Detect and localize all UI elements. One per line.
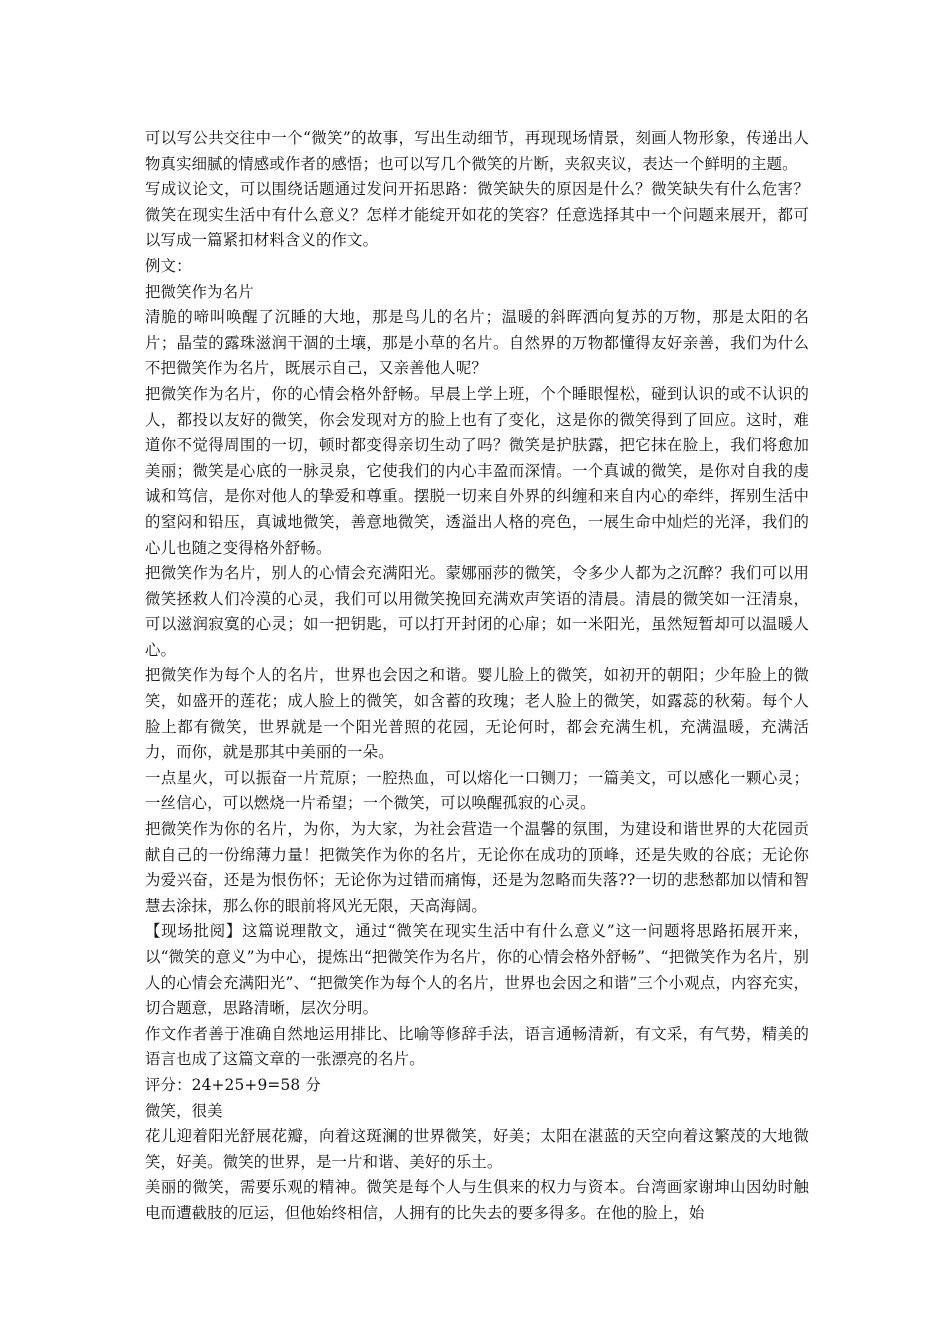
essay-paragraph: 一点星火，可以振奋一片荒原；一腔热血，可以熔化一口铡刀；一篇美文，可以感化一颗心灵；一丝信心，可以燃烧一片希望；一个微笑，可以唤醒孤寂的心灵。 bbox=[145, 768, 809, 813]
review-paragraph: 作文作者善于准确自然地运用排比、比喻等修辞手法，语言通畅清新，有文采，有气势，精美的语言也成了这篇文章的一张漂亮的名片。 bbox=[145, 1024, 809, 1069]
essay-paragraph: 清脆的啼叫唤醒了沉睡的大地，那是鸟儿的名片；温暖的斜晖洒向复苏的万物，那是太阳的名片；晶莹的露珠滋润干涸的土壤，那是小草的名片。自然界的万物都懂得友好亲善，我们为什么不把微笑作为名片，既展示自己，又亲善他人呢？ bbox=[145, 308, 809, 378]
essay-paragraph: 把微笑作为你的名片，为你，为大家，为社会营造一个温馨的氛围，为建设和谐世界的大花园贡献自己的一份绵薄力量！把微笑作为你的名片，无论你在成功的顶峰，还是失败的谷底；无论你为爱兴奋，还是为恨伤怀；无论你为过错而痛悔，还是为忽略而失落??一切的悲愁都加以情和智慧去涂抹，那么你的眼前将风光无限，天高海阔。 bbox=[145, 820, 809, 915]
example-label: 例文： bbox=[145, 256, 192, 275]
argument-paragraph: 写成议论文，可以围绕话题通过发问开拓思路：微笑缺失的原因是什么？微笑缺失有什么危害？微笑在现实生活中有什么意义？怎样才能绽开如花的笑容？任意选择其中一个问题来展开，都可以写成一篇紧扣材料含义的作文。 bbox=[145, 180, 809, 250]
review-paragraph: 【现场批阅】这篇说理散文，通过“微笑在现实生活中有什么意义”这一问题将思路拓展开来，以“微笑的意义”为中心，提炼出“把微笑作为名片，你的心情会格外舒畅”、“把微笑作为名片，别人的心情会充满阳光”、“把微笑作为每个人的名片，世界也会因之和谐”三个小观点，内容充实，切合题意，思路清晰，层次分明。 bbox=[145, 922, 809, 1018]
score-line: 评分：24+25+9=58 分 bbox=[145, 1075, 321, 1094]
essay-paragraph: 把微笑作为名片，你的心情会格外舒畅。早晨上学上班，个个睡眼惺松，碰到认识的或不认识的人，都投以友好的微笑，你会发现对方的脸上也有了变化，这是你的微笑得到了回应。这时，难道你不觉得周围的一切，顿时都变得亲切生动了吗？微笑是护肤露，把它抹在脸上，我们将愈加美丽；微笑是心底的一脉灵泉，它使我们的内心丰盈而深情。一个真诚的微笑，是你对自我的虔诚和笃信，是你对他人的挚爱和尊重。摆脱一切来自外界的纠缠和来自内心的牵绊，挥别生活中的窒闷和铅压，真诚地微笑，善意地微笑，透溢出人格的亮色，一展生命中灿烂的光泽，我们的心儿也随之变得格外舒畅。 bbox=[145, 384, 809, 557]
essay-paragraph: 花儿迎着阳光舒展花瓣，向着这斑澜的世界微笑，好美；太阳在湛蓝的天空向着这繁茂的大地微笑，好美。微笑的世界，是一片和谐、美好的乐土。 bbox=[145, 1127, 809, 1171]
essay-title: 微笑，很美 bbox=[145, 1101, 223, 1120]
intro-paragraph: 可以写公共交往中一个“微笑”的故事，写出生动细节，再现现场情景，刻画人物形象，传递出人物真实细腻的情感或作者的感悟；也可以写几个微笑的片断，夹叙夹议，表达一个鲜明的主题。 bbox=[145, 129, 809, 173]
essay-paragraph: 把微笑作为每个人的名片，世界也会因之和谐。婴儿脸上的微笑，如初开的朝阳；少年脸上的微笑，如盛开的莲花；成人脸上的微笑，如含蓄的玫瑰；老人脸上的微笑，如露蕊的秋菊。每个人脸上都有微笑，世界就是一个阳光普照的花园，无论何时，都会充满生机，充满温暖，充满活力，而你，就是那其中美丽的一朵。 bbox=[145, 666, 809, 762]
document-body bbox=[145, 126, 809, 1227]
essay-paragraph: 把微笑作为名片，别人的心情会充满阳光。蒙娜丽莎的微笑，令多少人都为之沉醉？我们可以用微笑拯救人们冷漠的心灵，我们可以用微笑挽回充满欢声笑语的清晨。清晨的微笑如一汪清泉，可以滋润寂寞的心灵；如一把钥匙，可以打开封闭的心扉；如一米阳光，虽然短暂却可以温暖人心。 bbox=[145, 564, 809, 659]
essay-title: 把微笑作为名片 bbox=[145, 282, 254, 301]
essay-paragraph: 美丽的微笑，需要乐观的精神。微笑是每个人与生俱来的权力与资本。台湾画家谢坤山因幼时触电而遭截肢的厄运，但他始终相信，人拥有的比失去的要多得多。在他的脸上，始 bbox=[145, 1178, 809, 1222]
